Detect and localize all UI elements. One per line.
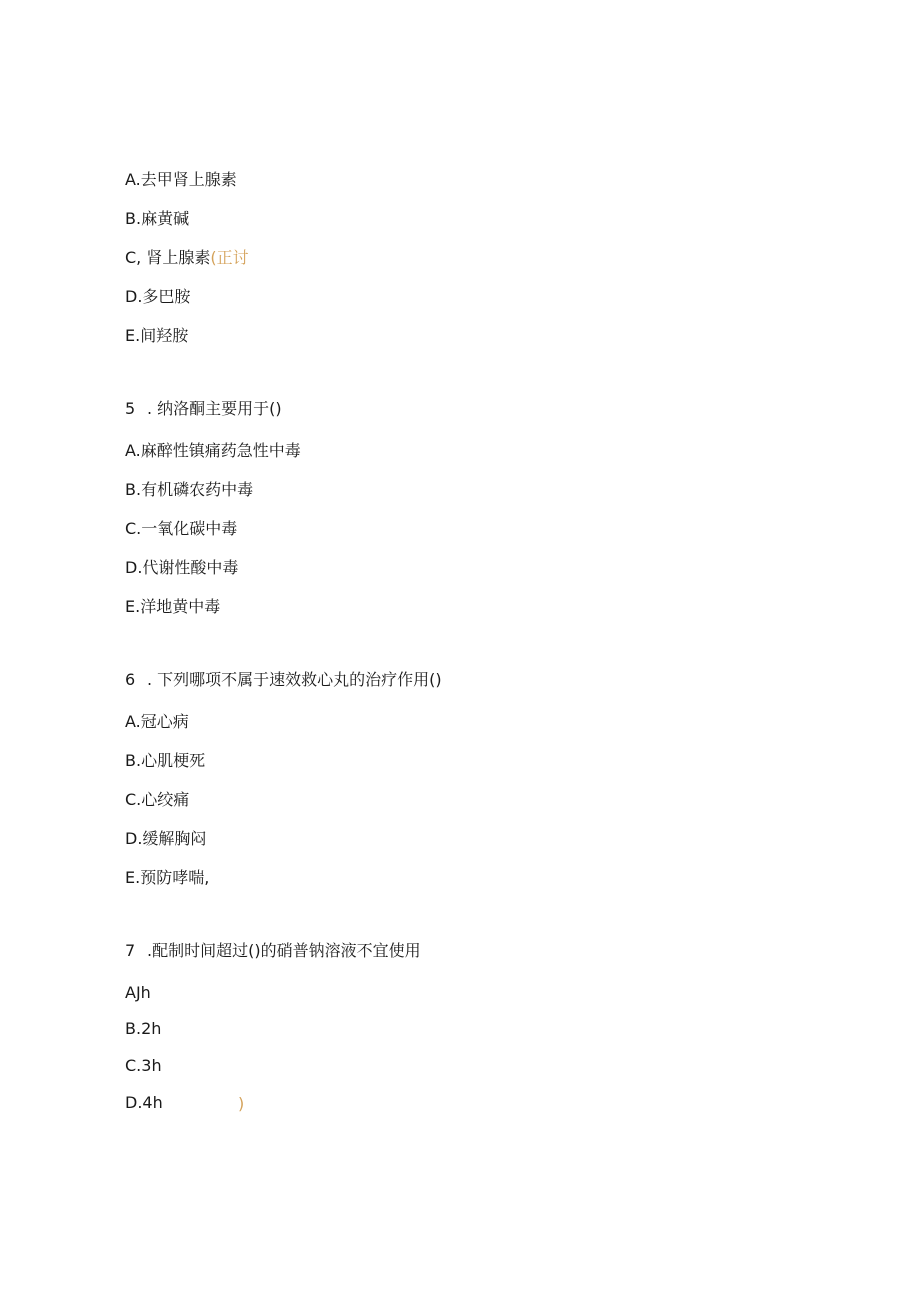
option-q5-a: A.麻醉性镇痛药急性中毒 bbox=[125, 441, 301, 460]
option-q6-e: E.预防哮喘, bbox=[125, 868, 210, 887]
option-q7-b: B.2h bbox=[125, 1019, 162, 1038]
option-q4-b: B.麻黄碱 bbox=[125, 209, 190, 228]
question-6-number: 6 bbox=[125, 670, 136, 689]
option-q6-a: A.冠心病 bbox=[125, 712, 189, 731]
option-q4-d: D.多巴胺 bbox=[125, 287, 191, 306]
option-q6-d: D.缓解胸闷 bbox=[125, 829, 207, 848]
option-q5-d: D.代谢性酸中毒 bbox=[125, 558, 239, 577]
option-q5-b: B.有机磷农药中毒 bbox=[125, 480, 254, 499]
question-7-number: 7 bbox=[125, 941, 136, 960]
option-q5-e: E.洋地黄中毒 bbox=[125, 597, 221, 616]
question-7 bbox=[125, 941, 421, 961]
question-7-stem: .配制时间超过()的硝普钠溶液不宜使用 bbox=[147, 941, 421, 960]
question-6 bbox=[125, 670, 442, 690]
option-q4-a: A.去甲肾上腺素 bbox=[125, 170, 237, 189]
option-q4-c-text: C, 肾上腺素 bbox=[125, 248, 211, 267]
question-5-stem: . 纳洛酮主要用于() bbox=[147, 399, 282, 418]
option-q6-c: C.心绞痛 bbox=[125, 790, 190, 809]
question-6-stem: . 下列哪项不属于速效救心丸的治疗作用() bbox=[147, 670, 442, 689]
handwritten-note: (正讨 bbox=[210, 248, 249, 267]
option-q7-d: D.4h bbox=[125, 1093, 163, 1112]
handwritten-mark: ) bbox=[238, 1094, 245, 1113]
question-5-number: 5 bbox=[125, 399, 136, 418]
option-q4-c bbox=[125, 248, 249, 268]
option-q7-c: C.3h bbox=[125, 1056, 162, 1075]
option-q5-c: C.一氧化碳中毒 bbox=[125, 519, 238, 538]
option-q4-e: E.间羟胺 bbox=[125, 326, 189, 345]
option-q6-b: B.心肌梗死 bbox=[125, 751, 206, 770]
question-5 bbox=[125, 399, 282, 419]
option-q7-a: AJh bbox=[125, 983, 151, 1002]
